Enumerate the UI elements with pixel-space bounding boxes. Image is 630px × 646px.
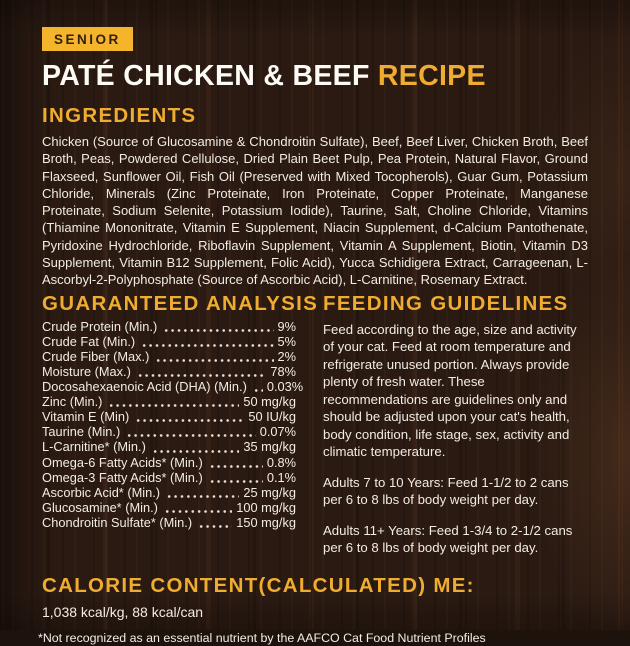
aafco-footnote: *Not recognized as an essential nutrient by the AAFCO Cat Food Nutrient Profiles bbox=[38, 630, 486, 645]
analysis-value: 2% bbox=[277, 348, 296, 364]
dotted-leader bbox=[135, 419, 244, 422]
dotted-leader bbox=[152, 450, 240, 453]
analysis-label: Zinc (Min.) bbox=[42, 394, 103, 410]
dotted-leader bbox=[155, 359, 273, 362]
analysis-label: Docosahexaenoic Acid (DHA) (Min.) bbox=[42, 379, 247, 395]
analysis-value: 0.8% bbox=[266, 454, 296, 470]
feeding-guidelines-paragraph: Adults 7 to 10 Years: Feed 1-1/2 to 2 cans per 6 to 8 lbs of body weight per day. bbox=[323, 474, 569, 508]
table-row bbox=[42, 409, 296, 424]
table-row bbox=[42, 394, 296, 409]
analysis-label: Glucosamine* (Min.) bbox=[42, 499, 158, 515]
analysis-value: 0.07% bbox=[259, 424, 296, 440]
analysis-value: 78% bbox=[270, 363, 296, 379]
guaranteed-analysis-heading: GUARANTEED ANALYSIS bbox=[42, 291, 319, 315]
analysis-value: 35 mg/kg bbox=[243, 439, 296, 455]
dotted-leader bbox=[141, 344, 273, 347]
analysis-label: Crude Fiber (Max.) bbox=[42, 348, 150, 364]
table-row bbox=[42, 470, 296, 485]
table-row bbox=[42, 364, 296, 379]
analysis-label: Moisture (Max.) bbox=[42, 363, 131, 379]
dotted-leader bbox=[108, 404, 239, 407]
dotted-leader bbox=[164, 510, 232, 513]
analysis-label: Vitamin E (Min) bbox=[42, 409, 130, 425]
analysis-value: 0.1% bbox=[266, 469, 296, 485]
table-row bbox=[42, 334, 296, 349]
analysis-value: 50 IU/kg bbox=[248, 409, 296, 425]
table-row bbox=[42, 500, 296, 515]
dotted-leader bbox=[126, 434, 255, 437]
ingredients-text: Chicken (Source of Glucosamine & Chondroitin Sulfate), Beef, Beef Liver, Chicken Broth, Beef Broth, Peas, Powdered Cellulose, Dried Plain Beet Pulp, Pea Protein, Natural Flavor, Ground Flaxseed, Sunflower Oil, Fish Oil (Preserved with Mixed Tocopherols), Guar Gum, Potassium Chloride, Minerals (Zinc Proteinate, Iron Proteinate, Copper Proteinate, Manganese Proteinate, Sodium Selenite, Potassium Iodide), Taurine, Salt, Choline Chloride, Vitamins (Thiamine Mononitrate, Vitamin E Supplement, Niacin Supplement, d-Calcium Pantothenate, Pyridoxine Hydrochloride, Riboflavin Supplement, Vitamin A Supplement, Biotin, Vitamin D3 Supplement, Vitamin B12 Supplement, Folic Acid), Yucca Schidigera Extract, Carrageenan, L-Ascorbyl-2-Polyphosphate (Source of Ascorbic Acid), L-Carnitine, Rosemary Extract. bbox=[42, 134, 588, 288]
analysis-table bbox=[42, 318, 304, 530]
table-row bbox=[42, 485, 296, 500]
ingredients-heading: INGREDIENTS bbox=[42, 104, 197, 127]
analysis-label: Chondroitin Sulfate* (Min.) bbox=[42, 514, 193, 530]
analysis-label: Ascorbic Acid* (Min.) bbox=[42, 484, 161, 500]
calorie-content-heading: CALORIE CONTENT(CALCULATED) ME: bbox=[42, 573, 475, 597]
guaranteed-analysis-section bbox=[42, 291, 319, 557]
dotted-leader bbox=[166, 495, 239, 498]
feeding-guidelines-heading: FEEDING GUIDELINES bbox=[323, 291, 569, 315]
dotted-leader bbox=[137, 374, 266, 377]
analysis-label: Crude Protein (Min.) bbox=[42, 318, 158, 334]
analysis-value: 5% bbox=[277, 333, 296, 349]
analysis-label: Omega-3 Fatty Acids* (Min.) bbox=[42, 469, 203, 485]
page-title bbox=[42, 60, 588, 93]
feeding-guidelines-paragraph: Adults 11+ Years: Feed 1-3/4 to 2-1/2 cans per 6 to 8 lbs of body weight per day. bbox=[323, 522, 573, 556]
title-main: PATÉ CHICKEN & BEEF bbox=[42, 60, 378, 92]
analysis-value: 0.03% bbox=[266, 379, 304, 395]
dotted-leader bbox=[209, 480, 263, 483]
feeding-guidelines-paragraph: Feed according to the age, size and activity of your cat. Feed at room temperature and refrigerate unused portion. Always provide plenty of fresh water. These recommendations are guidelines only and should be adjusted upon your cat's health, body condition, life stage, sex, activity and climatic temperature. bbox=[323, 321, 577, 460]
table-row bbox=[42, 349, 296, 364]
dotted-leader bbox=[163, 329, 273, 332]
calorie-content-value: 1,038 kcal/kg, 88 kcal/can bbox=[42, 603, 204, 620]
analysis-value: 50 mg/kg bbox=[243, 394, 296, 410]
analysis-value: 25 mg/kg bbox=[243, 484, 296, 500]
two-column-section bbox=[42, 292, 588, 557]
analysis-label: Crude Fat (Min.) bbox=[42, 333, 136, 349]
title-accent: RECIPE bbox=[377, 60, 486, 92]
analysis-label: Omega-6 Fatty Acids* (Min.) bbox=[42, 454, 203, 470]
analysis-value: 150 mg/kg bbox=[236, 514, 296, 530]
table-row bbox=[42, 319, 296, 334]
table-row bbox=[42, 455, 296, 470]
analysis-value: 100 mg/kg bbox=[236, 499, 296, 515]
table-row bbox=[42, 439, 296, 454]
dotted-leader bbox=[253, 389, 263, 392]
feeding-guidelines-section bbox=[323, 292, 588, 557]
table-row bbox=[42, 424, 296, 439]
analysis-label: L-Carnitine* (Min.) bbox=[42, 439, 146, 455]
analysis-label: Taurine (Min.) bbox=[42, 424, 121, 440]
analysis-value: 9% bbox=[277, 318, 296, 334]
senior-badge: SENIOR bbox=[42, 27, 133, 51]
dotted-leader bbox=[209, 465, 263, 468]
dotted-leader bbox=[198, 525, 232, 528]
table-row bbox=[42, 515, 296, 530]
table-row bbox=[42, 379, 304, 395]
